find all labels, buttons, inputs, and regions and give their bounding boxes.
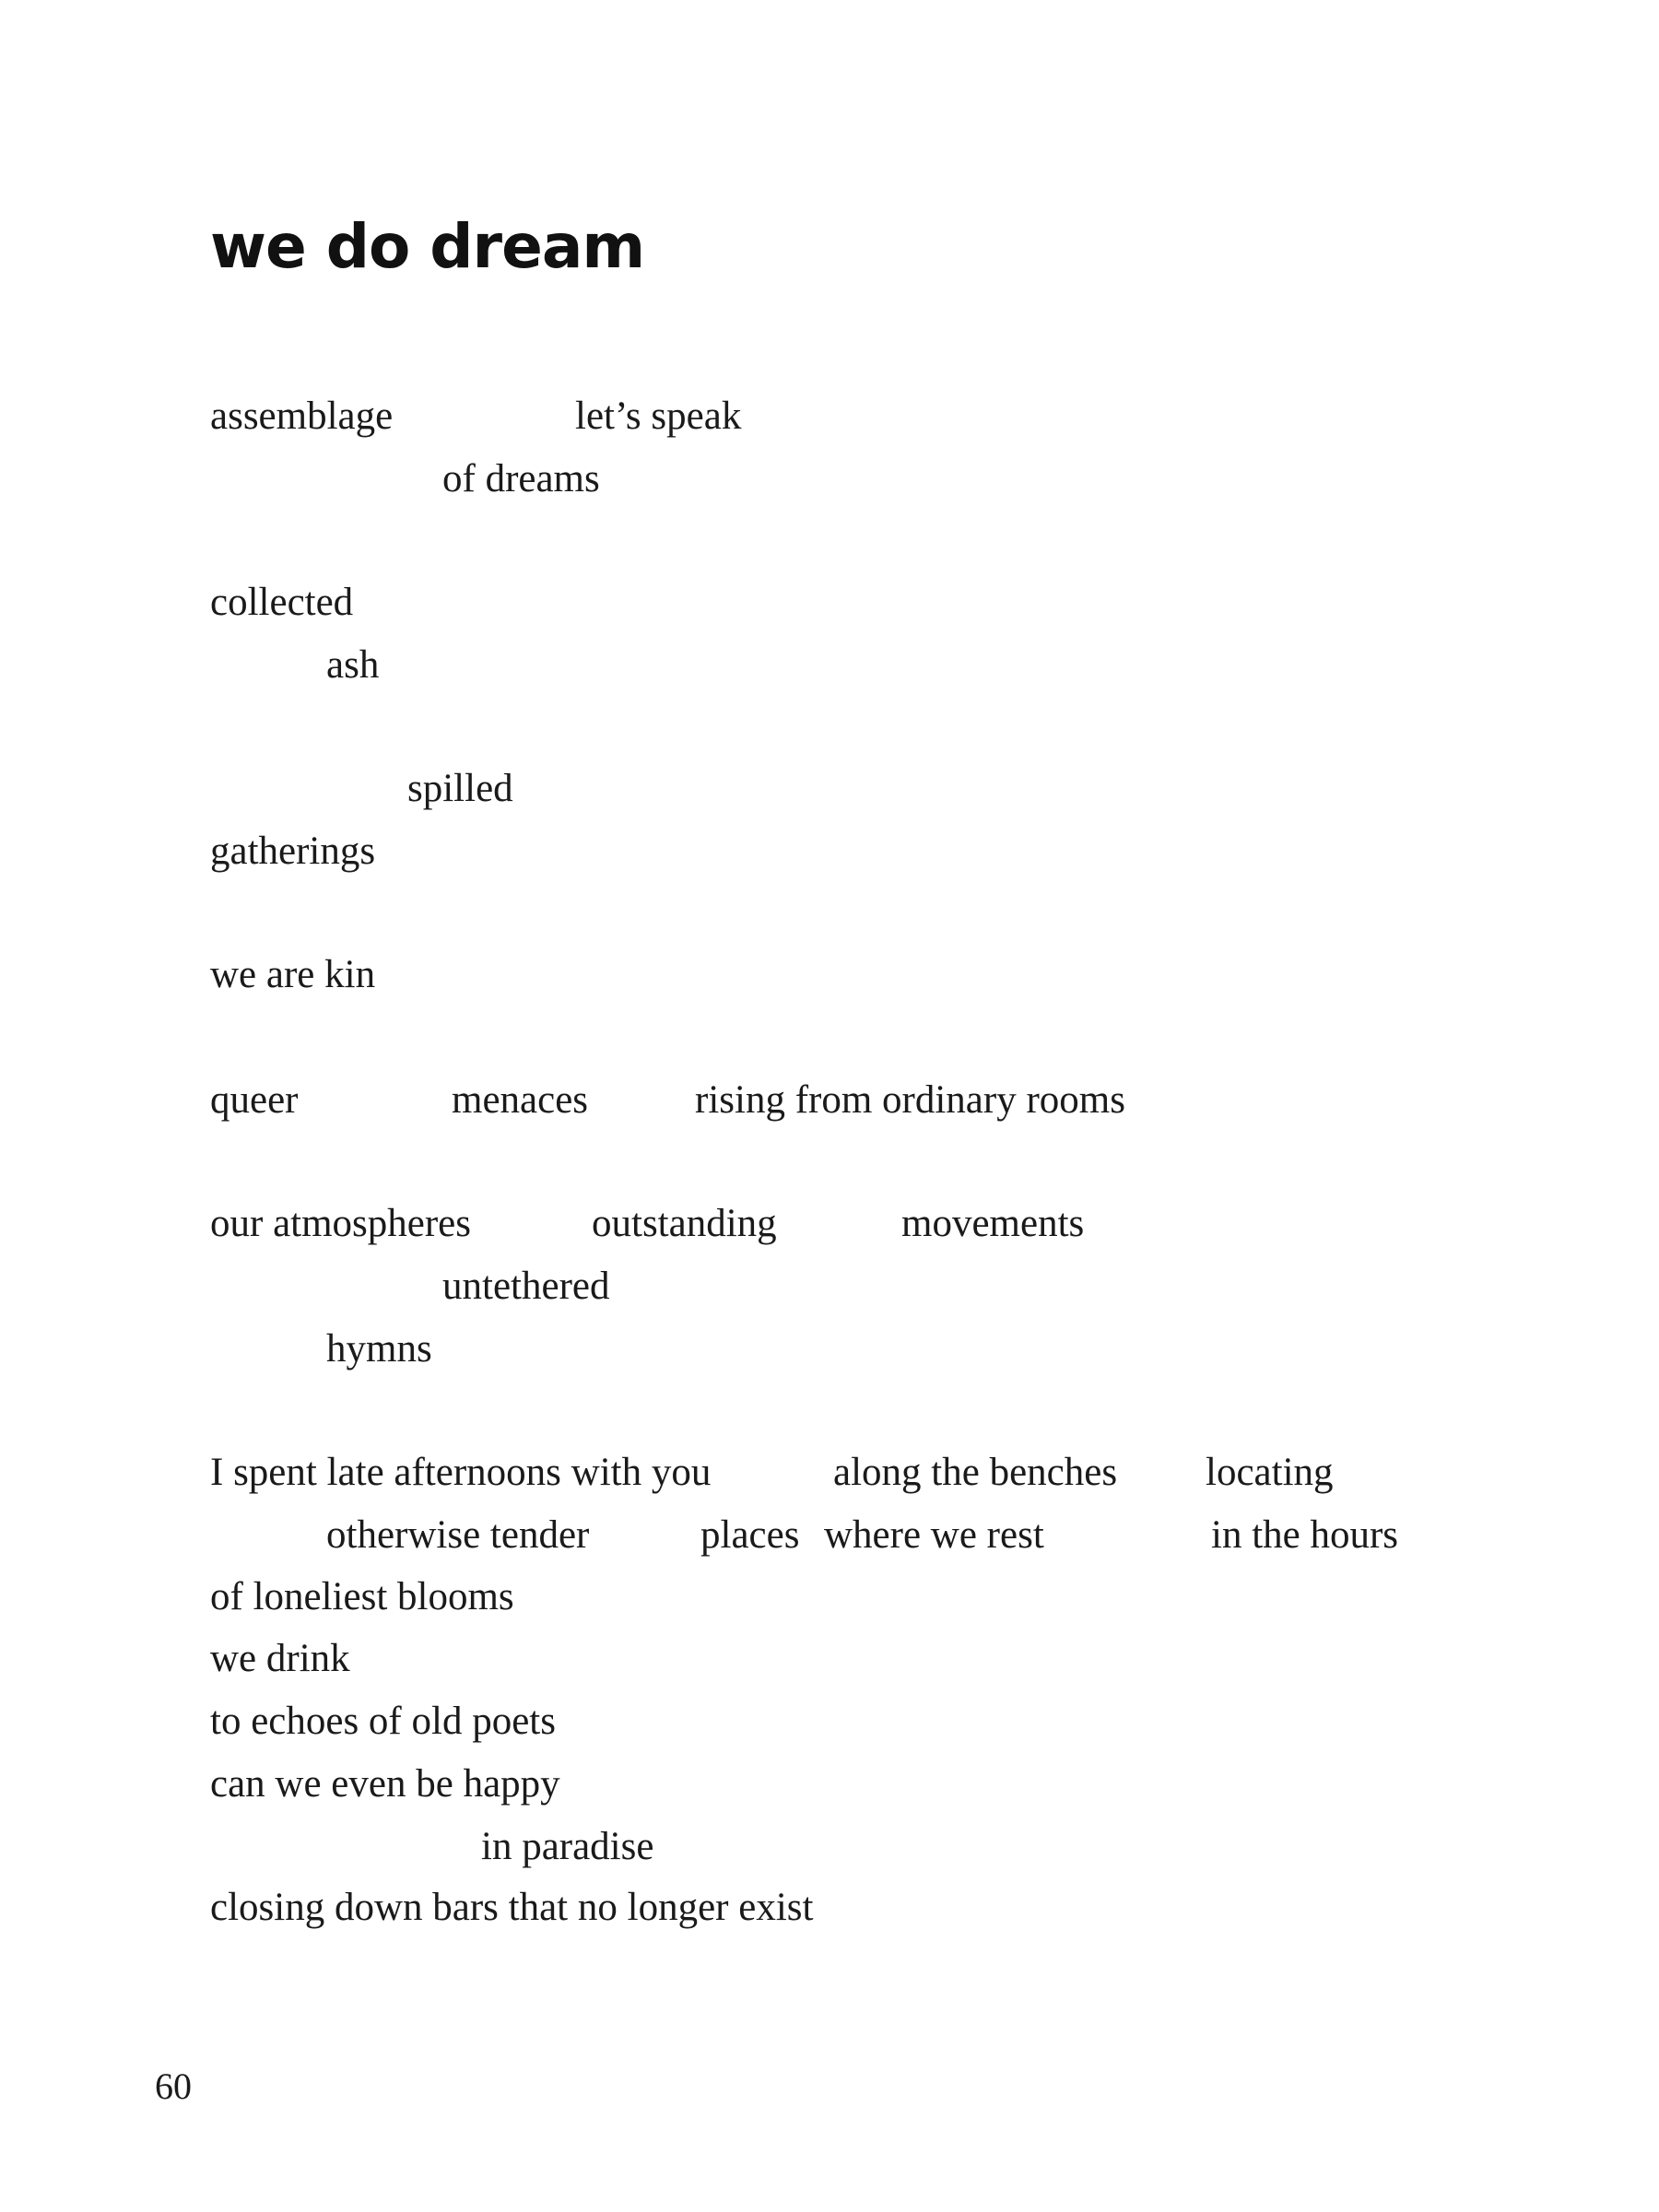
poem-fragment: hymns <box>326 1327 432 1371</box>
poem-fragment: can we even be happy <box>210 1762 560 1806</box>
poem-fragment: we drink <box>210 1637 350 1680</box>
poem-fragment: menaces <box>452 1078 589 1122</box>
poem-fragment: I spent late afternoons with you <box>210 1451 712 1494</box>
poem-fragment: queer <box>210 1078 299 1122</box>
poem-fragment: ash <box>326 643 380 687</box>
poem-fragment: gatherings <box>210 830 376 873</box>
poem-fragment: we are kin <box>210 953 376 996</box>
poem-fragment: along the benches <box>833 1451 1118 1494</box>
poem-fragment: let’s speak <box>575 394 742 438</box>
poem-fragment: untethered <box>442 1265 610 1308</box>
poem-fragment: where we rest <box>824 1513 1044 1557</box>
poem-fragment: in the hours <box>1211 1513 1399 1557</box>
poem-title: we do dream <box>210 211 645 282</box>
poem-fragment: places <box>700 1513 800 1557</box>
page-number: 60 <box>155 2065 192 2107</box>
poem-fragment: rising from ordinary rooms <box>695 1078 1125 1122</box>
poem-fragment: of dreams <box>442 457 600 500</box>
poem-fragment: closing down bars that no longer exist <box>210 1886 814 1929</box>
poem-fragment: outstanding <box>592 1202 777 1245</box>
poem-fragment: locating <box>1206 1451 1334 1494</box>
poem-fragment: in paradise <box>481 1825 654 1868</box>
poem-fragment: to echoes of old poets <box>210 1700 556 1743</box>
poem-fragment: of loneliest blooms <box>210 1575 514 1618</box>
poem-fragment: otherwise tender <box>326 1513 590 1557</box>
poem-fragment: assemblage <box>210 394 394 438</box>
poem-fragment: movements <box>901 1202 1085 1245</box>
poem-fragment: spilled <box>407 767 513 810</box>
poem-fragment: collected <box>210 581 354 624</box>
poem-fragment: our atmospheres <box>210 1202 472 1245</box>
